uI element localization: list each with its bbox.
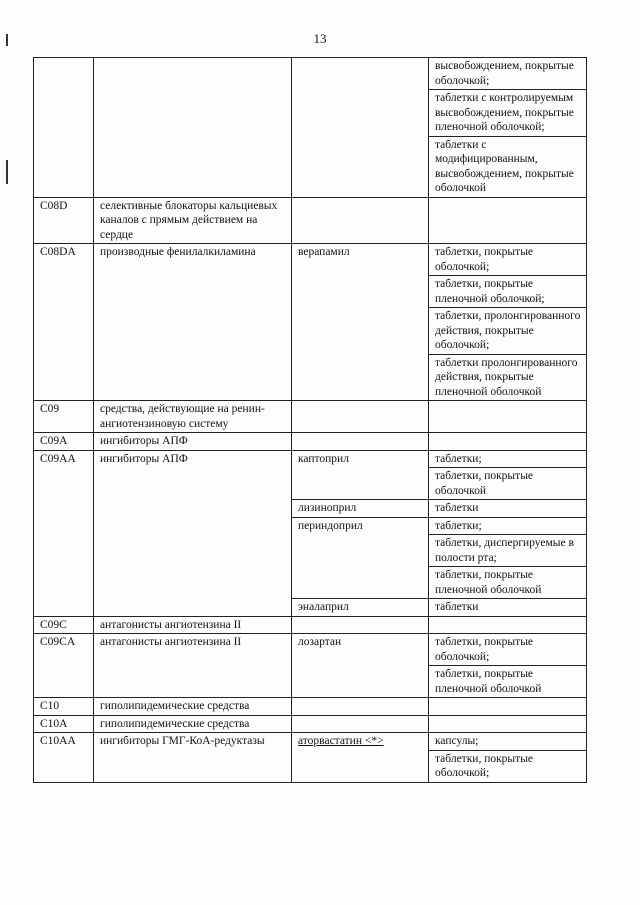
form-cell: таблетки, покрытые оболочкой; <box>429 634 587 666</box>
table-row <box>34 58 587 90</box>
table-row <box>34 616 587 634</box>
scan-artifact <box>6 160 8 184</box>
form-cell <box>429 616 587 634</box>
drug-cell <box>292 58 429 198</box>
form-cell <box>429 715 587 733</box>
form-cell: таблетки, покрытые пленочной оболочкой <box>429 567 587 599</box>
table-row <box>34 733 587 751</box>
form-cell: таблетки, покрытые пленочной оболочкой; <box>429 276 587 308</box>
drug-cell <box>292 698 429 716</box>
table-row <box>34 715 587 733</box>
group-cell: антагонисты ангиотензина II <box>94 634 292 698</box>
form-cell: капсулы; <box>429 733 587 751</box>
table-body <box>34 58 587 783</box>
code-cell <box>34 58 94 198</box>
table-row <box>34 634 587 666</box>
code-cell: C08D <box>34 197 94 244</box>
drug-cell: каптоприл <box>292 450 429 500</box>
drug-cell: верапамил <box>292 244 429 401</box>
table-row <box>34 401 587 433</box>
drug-table <box>33 57 587 783</box>
table-row <box>34 433 587 451</box>
code-cell: C10A <box>34 715 94 733</box>
table-row <box>34 244 587 276</box>
form-cell: таблетки, диспергируемые в полости рта; <box>429 535 587 567</box>
drug-cell: периндоприл <box>292 517 429 599</box>
code-cell: C09C <box>34 616 94 634</box>
form-cell: таблетки, покрытые оболочкой; <box>429 244 587 276</box>
drug-cell <box>292 433 429 451</box>
form-cell <box>429 698 587 716</box>
form-cell <box>429 401 587 433</box>
drug-cell: эналаприл <box>292 599 429 617</box>
group-cell: гиполипидемические средства <box>94 715 292 733</box>
form-cell <box>429 433 587 451</box>
page-number: 13 <box>313 31 327 46</box>
form-cell <box>429 197 587 244</box>
form-cell: таблетки; <box>429 517 587 535</box>
drug-cell: аторвастатин <*> <box>292 733 429 783</box>
code-cell: C10AA <box>34 733 94 783</box>
group-cell: селективные блокаторы кальциевых каналов с прямым действием на сердце <box>94 197 292 244</box>
group-cell: ингибиторы ГМГ-КоА-редуктазы <box>94 733 292 783</box>
drug-cell: лозартан <box>292 634 429 698</box>
table-row <box>34 450 587 468</box>
table-row <box>34 698 587 716</box>
drug-cell <box>292 616 429 634</box>
drug-cell <box>292 197 429 244</box>
group-cell: антагонисты ангиотензина II <box>94 616 292 634</box>
group-cell: ингибиторы АПФ <box>94 450 292 616</box>
code-cell: C10 <box>34 698 94 716</box>
code-cell: C09 <box>34 401 94 433</box>
group-cell <box>94 58 292 198</box>
scan-artifact <box>6 34 8 46</box>
drug-cell <box>292 401 429 433</box>
group-cell: средства, действующие на ренин-ангиотензиновую систему <box>94 401 292 433</box>
form-cell: таблетки, покрытые оболочкой <box>429 468 587 500</box>
form-cell: высвобождением, покрытые оболочкой; <box>429 58 587 90</box>
group-cell: производные фенилалкиламина <box>94 244 292 401</box>
code-cell: C09CA <box>34 634 94 698</box>
code-cell: C09AA <box>34 450 94 616</box>
form-cell: таблетки <box>429 599 587 617</box>
code-cell: C09A <box>34 433 94 451</box>
drug-cell <box>292 715 429 733</box>
form-cell: таблетки, покрытые пленочной оболочкой <box>429 666 587 698</box>
form-cell: таблетки, пролонгированного действия, покрытые оболочкой; <box>429 308 587 355</box>
form-cell: таблетки, покрытые оболочкой; <box>429 750 587 782</box>
table-row <box>34 197 587 244</box>
drug-cell: лизиноприл <box>292 500 429 518</box>
group-cell: ингибиторы АПФ <box>94 433 292 451</box>
form-cell: таблетки <box>429 500 587 518</box>
form-cell: таблетки с контролируемым высвобождением, покрытые пленочной оболочкой; <box>429 90 587 137</box>
group-cell: гиполипидемические средства <box>94 698 292 716</box>
form-cell: таблетки пролонгированного действия, покрытые пленочной оболочкой <box>429 354 587 401</box>
code-cell: C08DA <box>34 244 94 401</box>
form-cell: таблетки; <box>429 450 587 468</box>
form-cell: таблетки с модифицированным, высвобождением, покрытые оболочкой <box>429 136 587 197</box>
